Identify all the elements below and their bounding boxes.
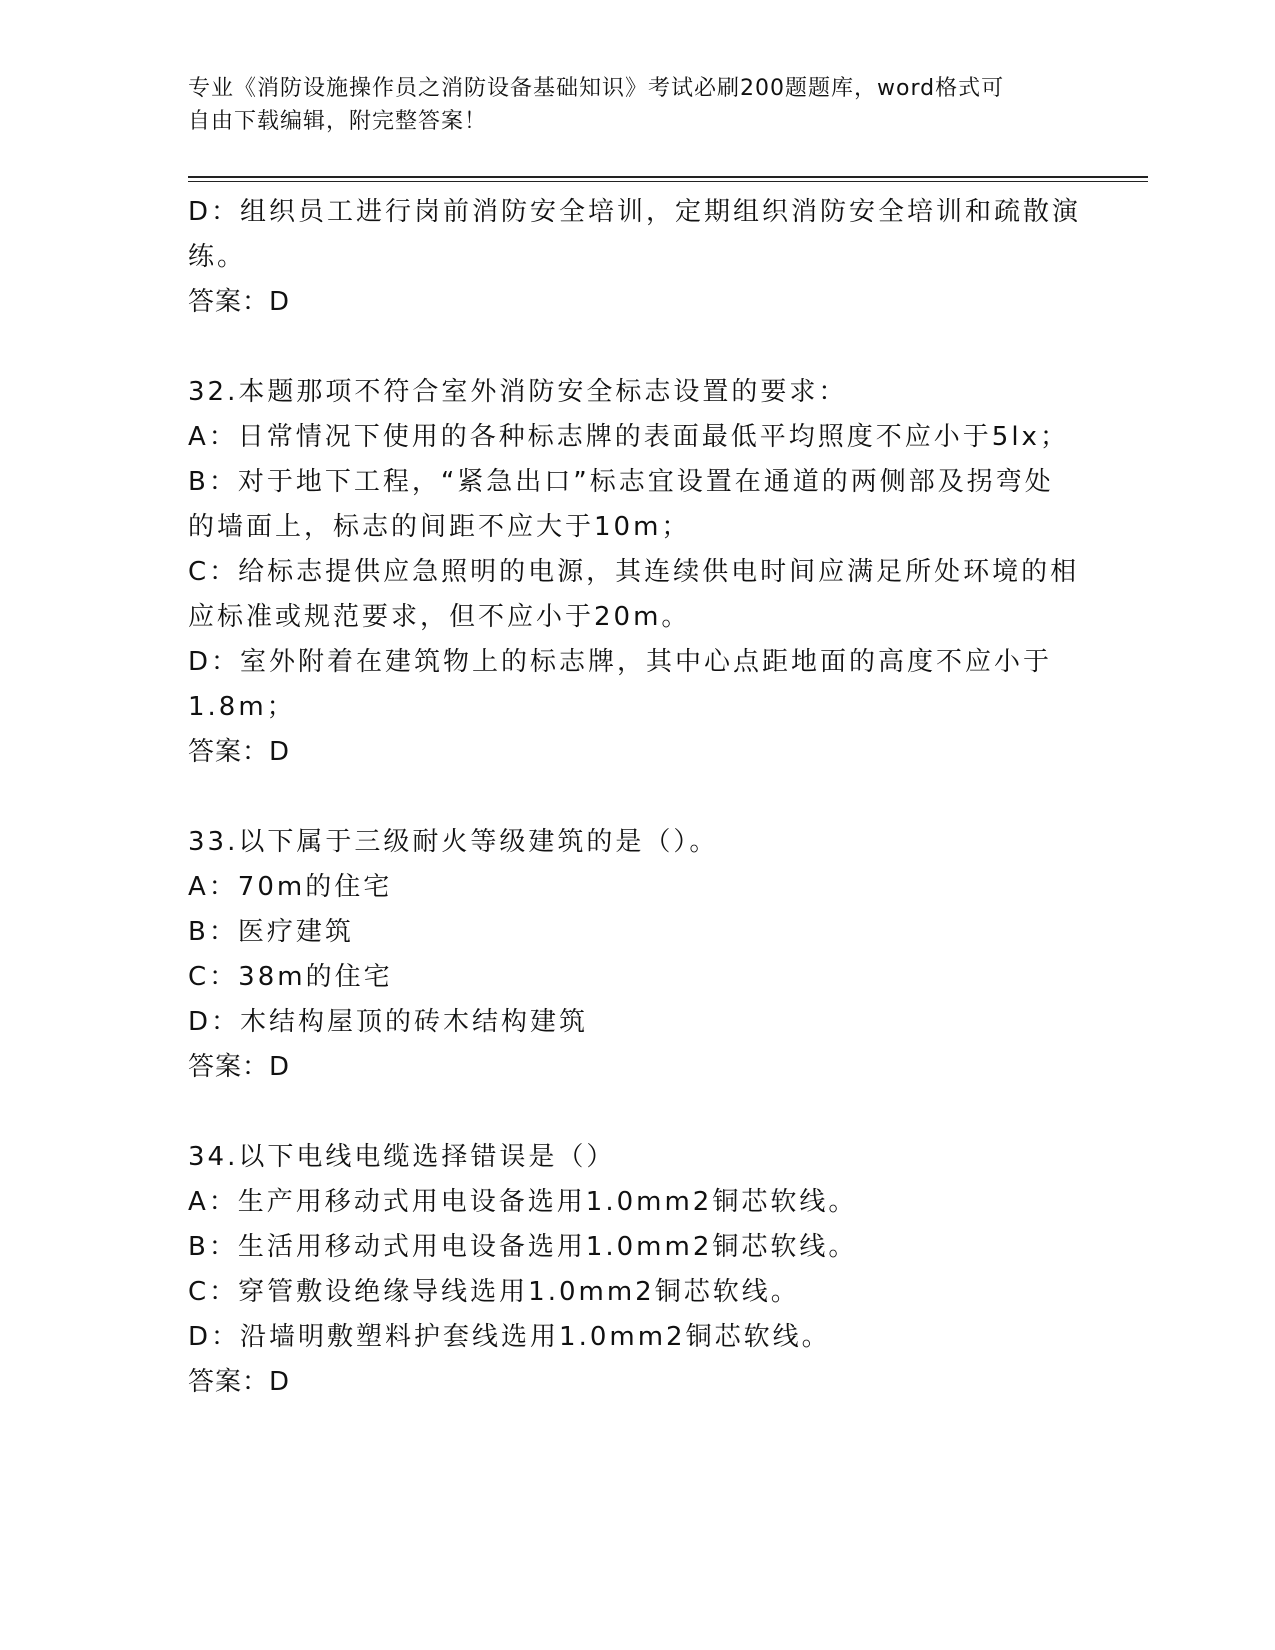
document-header (188, 72, 1068, 138)
option-b-line-1: B：对于地下工程，“紧急出口”标志宜设置在通道的两侧部及拐弯处 (188, 467, 1054, 497)
option-d-line-1: D：室外附着在建筑物上的标志牌，其中心点距地面的高度不应小于 (188, 647, 1053, 677)
option-c: C：38m的住宅 (188, 962, 393, 992)
question-32 (188, 370, 1088, 775)
spacer (188, 325, 1088, 370)
option-a: A：生产用移动式用电设备选用1.0mm2铜芯软线。 (188, 1187, 858, 1217)
question-text: 32.本题那项不符合室外消防安全标志设置的要求： (188, 377, 848, 407)
question-33 (188, 820, 1088, 1090)
question-31-tail (188, 190, 1088, 325)
option-d: D：沿墙明敷塑料护套线选用1.0mm2铜芯软线。 (188, 1322, 831, 1352)
header-title-line-1: 专业《消防设施操作员之消防设备基础知识》考试必刷200题题库，word格式可 (188, 76, 1005, 101)
answer-label: 答案：D (188, 1367, 291, 1397)
option-d-line-2: 练。 (188, 242, 247, 272)
answer-label: 答案：D (188, 287, 291, 317)
option-d-line-1: D：组织员工进行岗前消防安全培训，定期组织消防安全培训和疏散演 (188, 197, 1082, 227)
header-divider-thin (188, 181, 1148, 182)
option-c-line-1: C：给标志提供应急照明的电源，其连续供电时间应满足所处环境的相 (188, 557, 1080, 587)
spacer (188, 775, 1088, 820)
option-b: B：生活用移动式用电设备选用1.0mm2铜芯软线。 (188, 1232, 858, 1262)
answer-label: 答案：D (188, 1052, 291, 1082)
question-text: 33.以下属于三级耐火等级建筑的是（）。 (188, 827, 719, 857)
option-a: A：70m的住宅 (188, 872, 393, 902)
spacer (188, 1090, 1088, 1135)
question-list (188, 190, 1088, 1405)
answer-label: 答案：D (188, 737, 291, 767)
option-c-line-2: 应标准或规范要求，但不应小于20m。 (188, 602, 691, 632)
option-a: A：日常情况下使用的各种标志牌的表面最低平均照度不应小于5lx； (188, 422, 1069, 452)
header-title-line-2: 自由下载编辑，附完整答案！ (188, 109, 488, 134)
header-divider-thick (188, 176, 1148, 178)
option-d: D：木结构屋顶的砖木结构建筑 (188, 1007, 589, 1037)
option-b: B：医疗建筑 (188, 917, 354, 947)
option-d-line-2: 1.8m； (188, 692, 296, 722)
option-c: C：穿管敷设绝缘导线选用1.0mm2铜芯软线。 (188, 1277, 800, 1307)
question-34 (188, 1135, 1088, 1405)
option-b-line-2: 的墙面上，标志的间距不应大于10m； (188, 512, 691, 542)
question-text: 34.以下电线电缆选择错误是（） (188, 1142, 616, 1172)
